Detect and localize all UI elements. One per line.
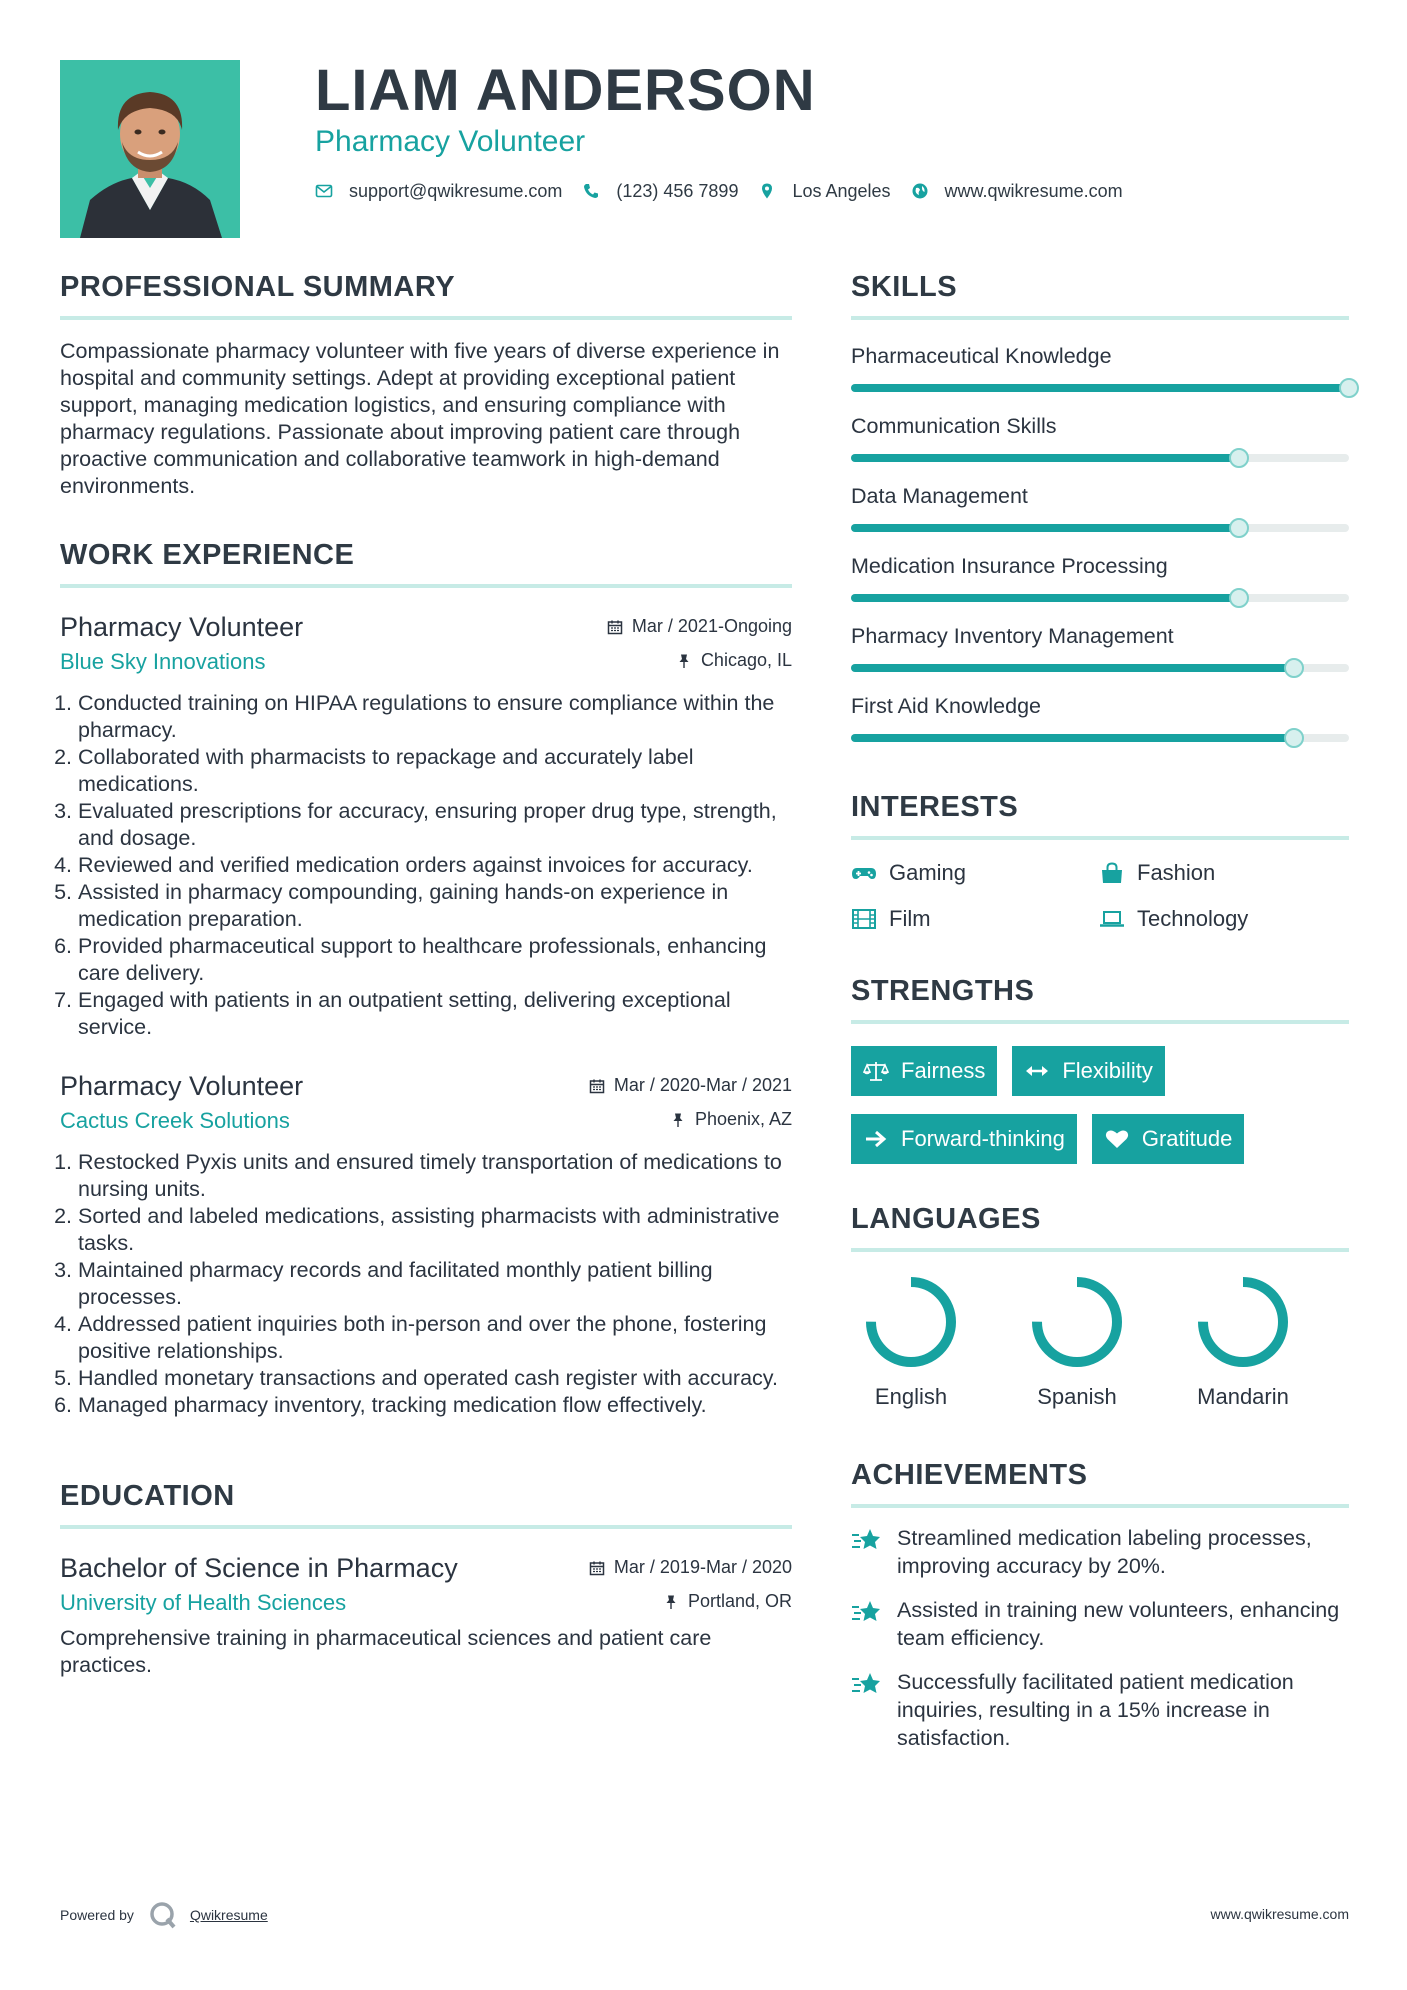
skill-bar-fill [851, 384, 1349, 392]
achievement-text: Successfully facilitated patient medication inquiries, resulting in a 15% increase in satisfaction. [897, 1670, 1294, 1750]
calendar-icon [607, 619, 623, 635]
education-location [663, 1591, 792, 1612]
skill-bar-knob [1284, 728, 1304, 748]
skill-bar-fill [851, 454, 1239, 462]
job-title: Pharmacy Volunteer [60, 1071, 304, 1101]
phone-icon [582, 182, 600, 200]
skills-heading: SKILLS [851, 270, 1349, 320]
achievements-section [851, 1458, 1349, 1752]
contact-email[interactable] [315, 181, 562, 202]
left-column [60, 270, 792, 1679]
strengths-heading: STRENGTHS [851, 974, 1349, 1024]
skill-bar [851, 454, 1349, 462]
footer-powered-by [60, 1900, 268, 1930]
experience-heading: WORK EXPERIENCE [60, 538, 792, 588]
duty-item: 6. Managed pharmacy inventory, tracking medication flow effectively. [78, 1392, 792, 1419]
candidate-name: LIAM ANDERSON [315, 58, 816, 123]
skill-bar [851, 664, 1349, 672]
achievement-text: Assisted in training new volunteers, enhancing team efficiency. [897, 1598, 1340, 1650]
heart-icon [1104, 1128, 1130, 1150]
gamepad-icon [851, 862, 877, 884]
skill-bar-knob [1284, 658, 1304, 678]
duty-item: 3. Evaluated prescriptions for accuracy, ensuring proper drug type, strength, and dosage. [78, 798, 792, 852]
duty-item: 4. Addressed patient inquiries both in-person and over the phone, fostering positive relationships. [78, 1311, 792, 1365]
pushpin-icon [676, 653, 692, 669]
pushpin-icon [663, 1594, 679, 1610]
contact-website-text: www.qwikresume.com [944, 180, 1123, 201]
language-ring [859, 1270, 963, 1374]
skill-bar-knob [1229, 588, 1249, 608]
strength-label: Flexibility [1062, 1058, 1153, 1083]
language-label: English [874, 1384, 948, 1409]
duty-item: 1. Restocked Pyxis units and ensured timely transportation of medications to nursing units. [78, 1149, 792, 1203]
skill-bar-fill [851, 524, 1239, 532]
skill-bar [851, 524, 1349, 532]
job-location-text: Chicago, IL [700, 650, 792, 670]
skill-bar [851, 734, 1349, 742]
footer-website[interactable]: www.qwikresume.com [1210, 1906, 1349, 1922]
summary-heading: PROFESSIONAL SUMMARY [60, 270, 792, 320]
skill-bar-fill [851, 734, 1294, 742]
pushpin-icon [670, 1112, 686, 1128]
language-ring [1025, 1270, 1129, 1374]
strengths-list [851, 1046, 1349, 1182]
job-location-text: Phoenix, AZ [694, 1109, 792, 1129]
laptop-icon [1099, 908, 1125, 930]
job-date [607, 616, 792, 637]
skill-item [851, 552, 1349, 602]
job-duties [60, 690, 792, 1041]
achievements-heading: ACHIEVEMENTS [851, 1458, 1349, 1508]
interest-label: Fashion [1137, 860, 1216, 885]
contact-phone[interactable] [582, 181, 738, 202]
skills-section [851, 270, 1349, 742]
languages-section [851, 1202, 1349, 1410]
skills-list [851, 342, 1349, 742]
skill-item [851, 412, 1349, 462]
skill-bar-fill [851, 664, 1294, 672]
experience-section [60, 538, 792, 1419]
calendar-icon [589, 1560, 605, 1576]
language-label: Spanish [1037, 1384, 1117, 1409]
map-marker-icon [758, 182, 776, 200]
right-column [851, 270, 1349, 1752]
skill-label: Pharmaceutical Knowledge [851, 344, 1112, 368]
powered-by-text: Powered by [60, 1907, 134, 1923]
skill-bar-knob [1229, 448, 1249, 468]
duty-item: 4. Reviewed and verified medication orders against invoices for accuracy. [78, 852, 792, 879]
job-title: Pharmacy Volunteer [60, 612, 304, 642]
achievement-item [851, 1524, 1349, 1580]
shooting-star-icon [851, 1670, 883, 1698]
job-date-text: Mar / 2021-Ongoing [631, 616, 792, 636]
contact-location-text: Los Angeles [792, 180, 891, 201]
skill-bar [851, 384, 1349, 392]
job-header [60, 608, 792, 678]
job-header [60, 1067, 792, 1137]
job-duties [60, 1149, 792, 1419]
duty-item: 2. Sorted and labeled medications, assisting pharmacists with administrative tasks. [78, 1203, 792, 1257]
degree-title: Bachelor of Science in Pharmacy [60, 1553, 458, 1583]
languages-list [851, 1270, 1349, 1410]
education-location-text: Portland, OR [687, 1591, 792, 1611]
education-date-text: Mar / 2019-Mar / 2020 [613, 1557, 792, 1577]
interest-label: Technology [1137, 906, 1249, 931]
skill-item [851, 622, 1349, 672]
interest-item [1099, 860, 1347, 886]
duty-item: 6. Provided pharmaceutical support to healthcare professionals, enhancing care delivery. [78, 933, 792, 987]
duty-item: 1. Conducted training on HIPAA regulations to ensure compliance within the pharmacy. [78, 690, 792, 744]
skill-item [851, 482, 1349, 532]
shooting-star-icon [851, 1526, 883, 1554]
strength-label: Forward-thinking [901, 1126, 1065, 1151]
globe-icon [911, 182, 929, 200]
summary-section [60, 270, 792, 500]
education-header [60, 1549, 792, 1619]
candidate-role: Pharmacy Volunteer [315, 125, 586, 158]
job-company: Cactus Creek Solutions [60, 1108, 290, 1133]
job-location [670, 1109, 792, 1130]
qwikresume-logo-icon [148, 1900, 178, 1930]
interest-label: Gaming [889, 860, 967, 885]
languages-heading: LANGUAGES [851, 1202, 1349, 1252]
shopping-bag-icon [1099, 862, 1125, 884]
contact-location [758, 181, 890, 202]
education-description: Comprehensive training in pharmaceutical sciences and patient care practices. [60, 1626, 712, 1677]
duty-item: 5. Assisted in pharmacy compounding, gaining hands-on experience in medication preparation. [78, 879, 792, 933]
skill-item [851, 692, 1349, 742]
skill-label: Communication Skills [851, 414, 1057, 438]
contact-phone-text: (123) 456 7899 [616, 180, 739, 201]
balance-scale-icon [863, 1060, 889, 1082]
education-entry [60, 1549, 792, 1679]
achievement-item [851, 1668, 1349, 1752]
envelope-icon [315, 182, 333, 200]
duty-item: 2. Collaborated with pharmacists to repackage and accurately label medications. [78, 744, 792, 798]
interests-grid [851, 860, 1349, 932]
strength-tag [851, 1114, 1077, 1164]
strengths-section [851, 974, 1349, 1182]
skill-bar-knob [1339, 378, 1359, 398]
job-date-text: Mar / 2020-Mar / 2021 [613, 1075, 792, 1095]
duty-item: 5. Handled monetary transactions and operated cash register with accuracy. [78, 1365, 792, 1392]
language-label: Mandarin [1197, 1384, 1289, 1409]
job-date [589, 1075, 792, 1096]
calendar-icon [589, 1078, 605, 1094]
strength-tag [851, 1046, 997, 1096]
language-item [1183, 1270, 1349, 1410]
school-name: University of Health Sciences [60, 1590, 347, 1615]
job-entry [60, 1067, 792, 1419]
skill-item [851, 342, 1349, 392]
education-heading: EDUCATION [60, 1479, 792, 1529]
arrows-horizontal-icon [1024, 1060, 1050, 1082]
education-section [60, 1479, 792, 1679]
skill-label: Data Management [851, 484, 1028, 508]
interest-item [851, 906, 1099, 932]
strength-label: Gratitude [1141, 1126, 1233, 1151]
film-icon [851, 908, 877, 930]
achievements-list [851, 1524, 1349, 1752]
strength-label: Fairness [901, 1058, 986, 1083]
interest-label: Film [889, 906, 931, 931]
job-company: Blue Sky Innovations [60, 649, 266, 674]
skill-label: Medication Insurance Processing [851, 554, 1168, 578]
strength-tag [1092, 1114, 1245, 1164]
skill-bar-fill [851, 594, 1239, 602]
job-location [676, 650, 792, 671]
contact-email-text: support@qwikresume.com [349, 180, 563, 201]
achievement-text: Streamlined medication labeling processes, improving accuracy by 20%. [897, 1526, 1312, 1578]
language-item [1017, 1270, 1183, 1410]
interest-item [851, 860, 1099, 886]
skill-bar [851, 594, 1349, 602]
shooting-star-icon [851, 1598, 883, 1626]
arrow-right-icon [863, 1128, 889, 1150]
education-date [589, 1557, 792, 1578]
language-ring [1191, 1270, 1295, 1374]
strength-tag [1012, 1046, 1164, 1096]
skill-bar-knob [1229, 518, 1249, 538]
skill-label: Pharmacy Inventory Management [851, 624, 1174, 648]
skill-label: First Aid Knowledge [851, 694, 1042, 718]
job-entry [60, 608, 792, 1041]
interest-item [1099, 906, 1347, 932]
language-item [851, 1270, 1017, 1410]
profile-photo [60, 60, 240, 238]
duty-item: 7. Engaged with patients in an outpatient setting, delivering exceptional service. [78, 987, 792, 1041]
contact-website[interactable] [911, 181, 1123, 202]
brand-link[interactable]: Qwikresume [189, 1907, 268, 1923]
contact-bar [315, 178, 1143, 204]
duty-item: 3. Maintained pharmacy records and facilitated monthly patient billing processes. [78, 1257, 792, 1311]
interests-section [851, 790, 1349, 932]
summary-text: Compassionate pharmacy volunteer with five years of diverse experience in hospital and community settings. Adept at providing exceptional patient support, managing medication logistics, and ensuring compliance with pharmacy regulations. Passionate about improving patient care through proactive communication and collaborative teamwork in high-demand environments. [60, 339, 780, 498]
achievement-item [851, 1596, 1349, 1652]
interests-heading: INTERESTS [851, 790, 1349, 840]
